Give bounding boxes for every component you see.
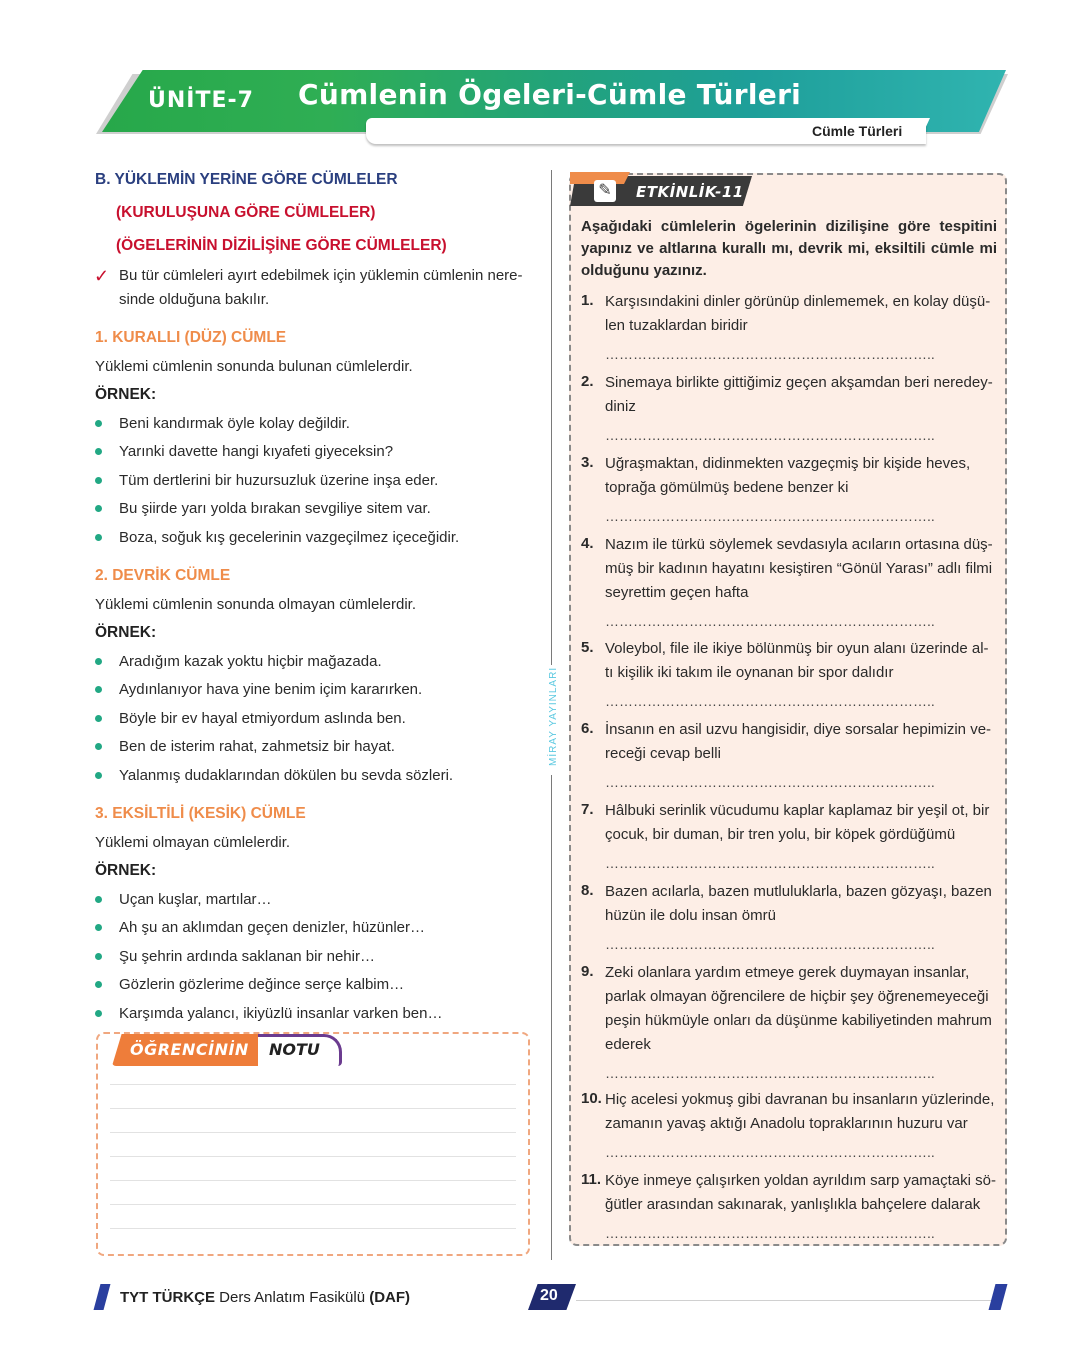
answer-blank[interactable]: …………………………………………………………….. [605, 774, 935, 790]
question-number: 8. [581, 882, 594, 899]
example-item [95, 947, 535, 975]
sub-heading-order: (ÖGELERİNİN DİZİLİŞİNE GÖRE CÜMLELER) [116, 237, 447, 254]
question-number: 10. [581, 1090, 602, 1107]
example-item [95, 766, 535, 794]
note-writing-line [110, 1228, 516, 1229]
example-text: Yarınki davette hangi kıyafeti giyeceksin? [119, 443, 394, 461]
example-text: Ah şu an aklımdan geçen denizler, hüzünler… [119, 919, 426, 937]
bullet-icon [95, 477, 102, 484]
page-subtitle: Cümle Türleri [812, 123, 903, 139]
eksiltili-definition: Yüklemi olmayan cümlelerdir. [95, 834, 291, 851]
bullet-icon [95, 743, 102, 750]
example-text: Beni kandırmak öyle kolay değildir. [119, 415, 350, 432]
question-number: 5. [581, 639, 594, 656]
footer-rule [576, 1300, 996, 1301]
example-item [95, 499, 535, 527]
info-note-line: sinde olduğuna bakılır. [119, 291, 270, 308]
example-item [95, 1004, 535, 1032]
note-writing-line [110, 1132, 516, 1133]
question-text-line: parlak olmayan öğrencilere de hiçbir şey öğrenemeyeceği [605, 988, 989, 1005]
example-item [95, 975, 535, 1003]
answer-blank[interactable]: …………………………………………………………….. [605, 508, 935, 524]
question-text-line: zamanın yavaş aktığı Anadolu topraklarının huzuru var [605, 1115, 968, 1132]
bullet-icon [95, 1010, 102, 1017]
question-text-line: tı kişilik iki takım ile oynanan bir spor dalıdır [605, 664, 894, 681]
example-text: Gözlerin gözlerime değince serçe kalbim… [119, 976, 405, 994]
question-number: 1. [581, 292, 594, 309]
example-item [95, 680, 535, 708]
question-text-line: hüzün ile dolu insan ömrü [605, 907, 776, 924]
question-number: 2. [581, 373, 594, 390]
note-writing-line [110, 1108, 516, 1109]
activity-title: ETKİNLİK-11 [636, 183, 744, 201]
example-item [95, 737, 535, 765]
devrik-heading: 2. DEVRİK CÜMLE [95, 567, 231, 584]
example-text: Aradığım kazak yoktu hiçbir mağazada. [119, 653, 382, 670]
answer-blank[interactable]: …………………………………………………………….. [605, 936, 935, 952]
student-note-label: ÖĞRENCİNİN [130, 1040, 249, 1059]
footer-book-tag: (DAF) [369, 1289, 411, 1306]
answer-blank[interactable]: …………………………………………………………….. [605, 855, 935, 871]
info-note-line: Bu tür cümleleri ayırt edebilmek için yüklemin cümlenin nere- [119, 267, 523, 284]
example-item [95, 890, 535, 918]
example-item [95, 918, 535, 946]
note-writing-line [110, 1204, 516, 1205]
student-note-label-secondary: NOTU [269, 1040, 320, 1059]
publisher-mark: MİRAY YAYINLARI [548, 666, 559, 766]
example-text: Yalanmış dudaklarından dökülen bu sevda sözleri. [119, 766, 454, 784]
bullet-icon [95, 896, 102, 903]
bullet-icon [95, 658, 102, 665]
page-number: 20 [540, 1287, 558, 1304]
note-writing-line [110, 1180, 516, 1181]
bullet-icon [95, 686, 102, 693]
question-text-line: diniz [605, 398, 636, 415]
question-number: 6. [581, 720, 594, 737]
answer-blank[interactable]: …………………………………………………………….. [605, 1144, 935, 1160]
bullet-icon [95, 534, 102, 541]
ornek-label: ÖRNEK: [95, 862, 157, 879]
page-title: Cümlenin Ögeleri-Cümle Türleri [298, 78, 802, 111]
question-text-line: seyrettim geçen hafta [605, 584, 749, 601]
footer-accent-left [94, 1284, 111, 1310]
question-number: 7. [581, 801, 594, 818]
question-text-line: Voleybol, file ile ikiye bölünmüş bir oyun alanı üzerinde al- [605, 640, 989, 657]
example-text: Bu şiirde yarı yolda bırakan sevgiliye sitem var. [119, 500, 431, 518]
question-text-line: çocuk, bir duman, bir tren yolu, bir köpek gördüğümü [605, 826, 956, 843]
question-text-line: Köye inmeye çalışırken yoldan ayrıldım sarp yamaçtaki sö- [605, 1172, 996, 1189]
question-number: 11. [581, 1171, 602, 1188]
eksiltili-heading: 3. EKSİLTİLİ (KESİK) CÜMLE [95, 805, 306, 822]
example-text: Karşımda yalancı, ikiyüzlü insanlar varken ben… [119, 1004, 443, 1022]
question-text-line: Sinemaya birlikte gittiğimiz geçen akşamdan beri neredey- [605, 374, 993, 391]
bullet-icon [95, 505, 102, 512]
footer-accent-right [989, 1284, 1008, 1310]
question-text-line: İnsanın en asil uzvu hangisidir, diye sorsalar hepimizin ve- [605, 721, 992, 738]
note-writing-line [110, 1084, 516, 1085]
example-text: Aydınlanıyor hava yine benim içim kararırken. [119, 681, 423, 699]
question-text-line: Karşısındakini dinler görünüp dinlememek, en kolay düşü- [605, 293, 991, 310]
kuralli-definition: Yüklemi cümlenin sonunda bulunan cümlelerdir. [95, 358, 413, 375]
sub-heading-structure: (KURULUŞUNA GÖRE CÜMLELER) [116, 204, 376, 221]
answer-blank[interactable]: …………………………………………………………….. [605, 1225, 935, 1241]
question-text-line: len tuzaklardan biridir [605, 317, 748, 334]
question-text-line: Hâlbuki serinlik vücudumu kaplar kaplamaz bir yeşil ot, bir [605, 802, 990, 819]
question-text-line: Bazen acılarla, bazen mutluluklarla, bazen gözyaşı, bazen [605, 883, 992, 900]
question-text-line: peşin hükmüyle onları da düşünme kabiliyetinden mahrum [605, 1012, 992, 1029]
devrik-definition: Yüklemi cümlenin sonunda olmayan cümlelerdir. [95, 596, 416, 613]
example-item [95, 471, 535, 499]
question-text-line: receği cevap belli [605, 745, 721, 762]
question-number: 9. [581, 963, 594, 980]
question-text-line: toprağa gömülmüş bedene benzer ki [605, 479, 849, 496]
example-item [95, 709, 535, 737]
activity-instruction: Aşağıdaki cümlelerin ögelerinin dizilişine göre tespitini yapınız ve altlarına kurallı mı, devrik mi, eksiltili cümle mi olduğunu yazınız. [581, 218, 997, 279]
bullet-icon [95, 924, 102, 931]
answer-blank[interactable]: …………………………………………………………….. [605, 1065, 935, 1081]
bullet-icon [95, 448, 102, 455]
ornek-label: ÖRNEK: [95, 386, 157, 403]
info-note [119, 264, 539, 312]
bullet-icon [95, 981, 102, 988]
question-number: 4. [581, 535, 594, 552]
bullet-icon [95, 715, 102, 722]
example-item [95, 528, 535, 556]
example-text: Şu şehrin ardında saklanan bir nehir… [119, 947, 375, 965]
bullet-icon [95, 772, 102, 779]
question-text-line: müş bir kadının hayatını kesiştiren “Gönül Yarası” adlı filmi [605, 560, 993, 577]
eksiltili-examples [95, 890, 535, 1032]
example-text: Uçan kuşlar, martılar… [119, 891, 272, 908]
question-text-line: Zeki olanlara yardım etmeye gerek duymayan insanlar, [605, 964, 970, 981]
example-text: Tüm dertlerini bir huzursuzluk üzerine inşa eder. [119, 471, 439, 489]
devrik-examples [95, 652, 535, 794]
section-b-heading: B. YÜKLEMİN YERİNE GÖRE CÜMLELER [95, 171, 398, 188]
bullet-icon [95, 953, 102, 960]
unit-label: ÜNİTE-7 [148, 88, 254, 113]
note-writing-line [110, 1156, 516, 1157]
pencil-note-icon: ✎ [594, 180, 616, 202]
question-text-line: Hiç acelesi yokmuş gibi davranan bu insanların yüzlerinde, [605, 1091, 995, 1108]
bullet-icon [95, 420, 102, 427]
example-item [95, 652, 535, 680]
answer-blank[interactable]: …………………………………………………………….. [605, 346, 935, 362]
example-text: Boza, soğuk kış gecelerinin vazgeçilmez içeceğidir. [119, 528, 460, 546]
footer-book-bold: TYT TÜRKÇE [120, 1289, 215, 1306]
kuralli-examples [95, 414, 535, 556]
ornek-label: ÖRNEK: [95, 624, 157, 641]
example-item [95, 414, 535, 442]
answer-blank[interactable]: …………………………………………………………….. [605, 427, 935, 443]
check-icon: ✓ [94, 266, 110, 286]
example-text: Ben de isterim rahat, zahmetsiz bir hayat. [119, 738, 395, 756]
answer-blank[interactable]: …………………………………………………………….. [605, 693, 935, 709]
answer-blank[interactable]: …………………………………………………………….. [605, 613, 935, 629]
question-text-line: Nazım ile türkü söylemek sevdasıyla acıların ortasına düş- [605, 536, 993, 553]
example-text: Böyle bir ev hayal etmiyordum aslında ben. [119, 709, 406, 727]
question-text-line: ğütler arasından sakınarak, yanlışlıkla bahçelere dalarak [605, 1196, 981, 1213]
question-number: 3. [581, 454, 594, 471]
footer-book-rest: Ders Anlatım Fasikülü [215, 1289, 370, 1306]
footer-book-title [120, 1289, 410, 1306]
question-text-line: Uğraşmaktan, didinmekten vazgeçmiş bir kişide heves, [605, 455, 971, 472]
example-item [95, 442, 535, 470]
question-text-line: ederek [605, 1036, 651, 1053]
kuralli-heading: 1. KURALLI (DÜZ) CÜMLE [95, 329, 287, 346]
